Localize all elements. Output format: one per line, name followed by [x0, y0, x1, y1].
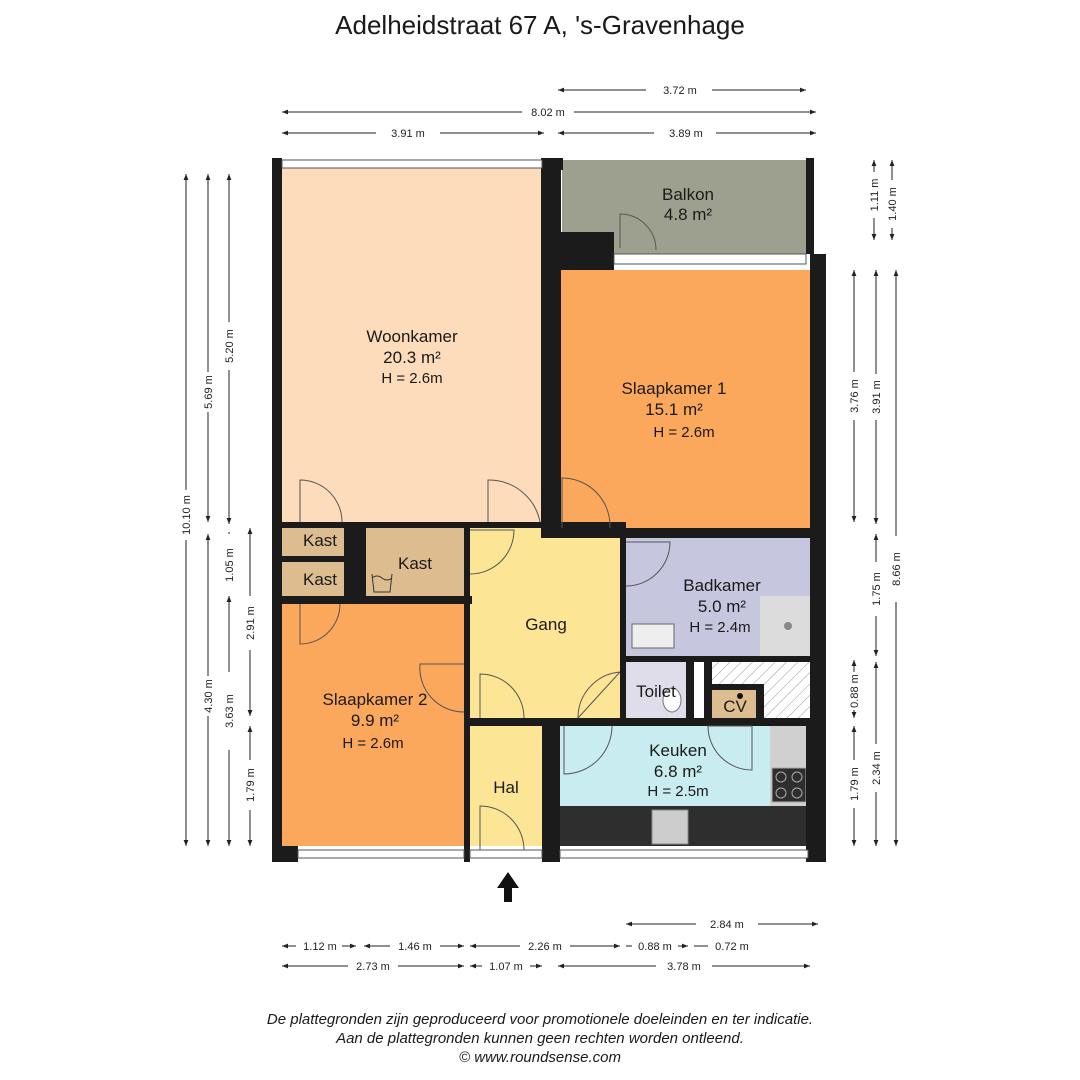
- label-kast-2: Kast: [302, 570, 338, 589]
- height-woonkamer: H = 2.6m: [381, 370, 443, 387]
- label-woonkamer: Woonkamer: [366, 327, 458, 346]
- room-woonkamer: [282, 168, 544, 524]
- dim-left-430: 4.30 m: [203, 679, 215, 713]
- height-badkamer: H = 2.4m: [689, 619, 751, 636]
- dim-left-1010: 10.10 m: [181, 495, 193, 535]
- dim-bottom-112: 1.12 m: [303, 941, 337, 953]
- height-keuken: H = 2.5m: [647, 783, 709, 800]
- dim-bottom-107: 1.07 m: [489, 961, 523, 973]
- dim-right-111: 1.11 m: [869, 178, 881, 212]
- label-badkamer: Badkamer: [683, 576, 761, 595]
- dim-left-569: 5.69 m: [203, 375, 215, 409]
- entrance-arrow: [497, 872, 519, 902]
- kitchen-stove: [772, 768, 806, 802]
- disclaimer-line-1: De plattegronden zijn geproduceerd voor promotionele doeleinden en ter indicatie.: [266, 1011, 814, 1028]
- label-cv: CV: [723, 697, 747, 716]
- copyright-link[interactable]: © www.roundsense.com: [459, 1049, 621, 1066]
- dim-top-372: 3.72 m: [663, 85, 697, 97]
- dim-left-363: 3.63 m: [224, 694, 236, 728]
- shower-drain: [784, 622, 792, 630]
- dim-right-234: 2.34 m: [871, 751, 883, 785]
- area-slaapkamer-1: 15.1 m²: [645, 400, 703, 419]
- dim-top-802: 8.02 m: [531, 107, 565, 119]
- dim-right-175: 1.75 m: [871, 572, 883, 606]
- label-slaapkamer-2: Slaapkamer 2: [322, 690, 428, 709]
- area-balkon: 4.8 m²: [663, 205, 713, 224]
- dim-left-179: 1.79 m: [245, 768, 257, 802]
- dim-right-140: 1.40 m: [887, 187, 899, 221]
- dim-bottom-273: 2.73 m: [356, 961, 390, 973]
- label-gang: Gang: [525, 615, 567, 634]
- dim-bottom-088: 0.88 m: [638, 941, 672, 953]
- label-kast-3: Kast: [397, 554, 433, 573]
- dim-bottom-226: 2.26 m: [528, 941, 562, 953]
- dim-bottom-072: 0.72 m: [715, 941, 749, 953]
- dim-left-291: 2.91 m: [245, 606, 257, 640]
- label-hal: Hal: [493, 778, 519, 797]
- dim-bottom-284: 2.84 m: [710, 919, 744, 931]
- label-keuken: Keuken: [649, 741, 707, 760]
- dim-left-105: 1.05 m: [224, 548, 236, 582]
- bathtub: [632, 624, 674, 648]
- area-slaapkamer-2: 9.9 m²: [350, 711, 400, 730]
- area-badkamer: 5.0 m²: [697, 597, 747, 616]
- dim-right-088: 0.88 m: [849, 674, 861, 708]
- label-balkon: Balkon: [662, 185, 714, 204]
- dim-bottom-378: 3.78 m: [667, 961, 701, 973]
- area-woonkamer: 20.3 m²: [383, 348, 441, 367]
- label-toilet: Toilet: [636, 682, 676, 701]
- disclaimer-line-2: Aan de plattegronden kunnen geen rechten worden ontleend.: [336, 1030, 744, 1047]
- dim-left-520: 5.20 m: [224, 329, 236, 363]
- dim-right-866: 8.66 m: [891, 552, 903, 586]
- height-slaapkamer-1: H = 2.6m: [653, 424, 715, 441]
- disclaimer: [0, 1010, 1080, 1067]
- area-keuken: 6.8 m²: [653, 762, 703, 781]
- dim-right-391: 3.91 m: [871, 380, 883, 414]
- dim-top-391: 3.91 m: [391, 128, 425, 140]
- height-slaapkamer-2: H = 2.6m: [342, 735, 404, 752]
- dim-right-179: 1.79 m: [849, 767, 861, 801]
- label-kast-1: Kast: [302, 531, 338, 550]
- label-slaapkamer-1: Slaapkamer 1: [621, 379, 727, 398]
- dim-right-376: 3.76 m: [849, 379, 861, 413]
- dim-top-389: 3.89 m: [669, 128, 703, 140]
- room-slaapkamer-1: [556, 270, 818, 528]
- kitchen-sink: [652, 810, 688, 844]
- dim-bottom-146: 1.46 m: [398, 941, 432, 953]
- plan-title: Adelheidstraat 67 A, 's-Gravenhage: [335, 10, 745, 40]
